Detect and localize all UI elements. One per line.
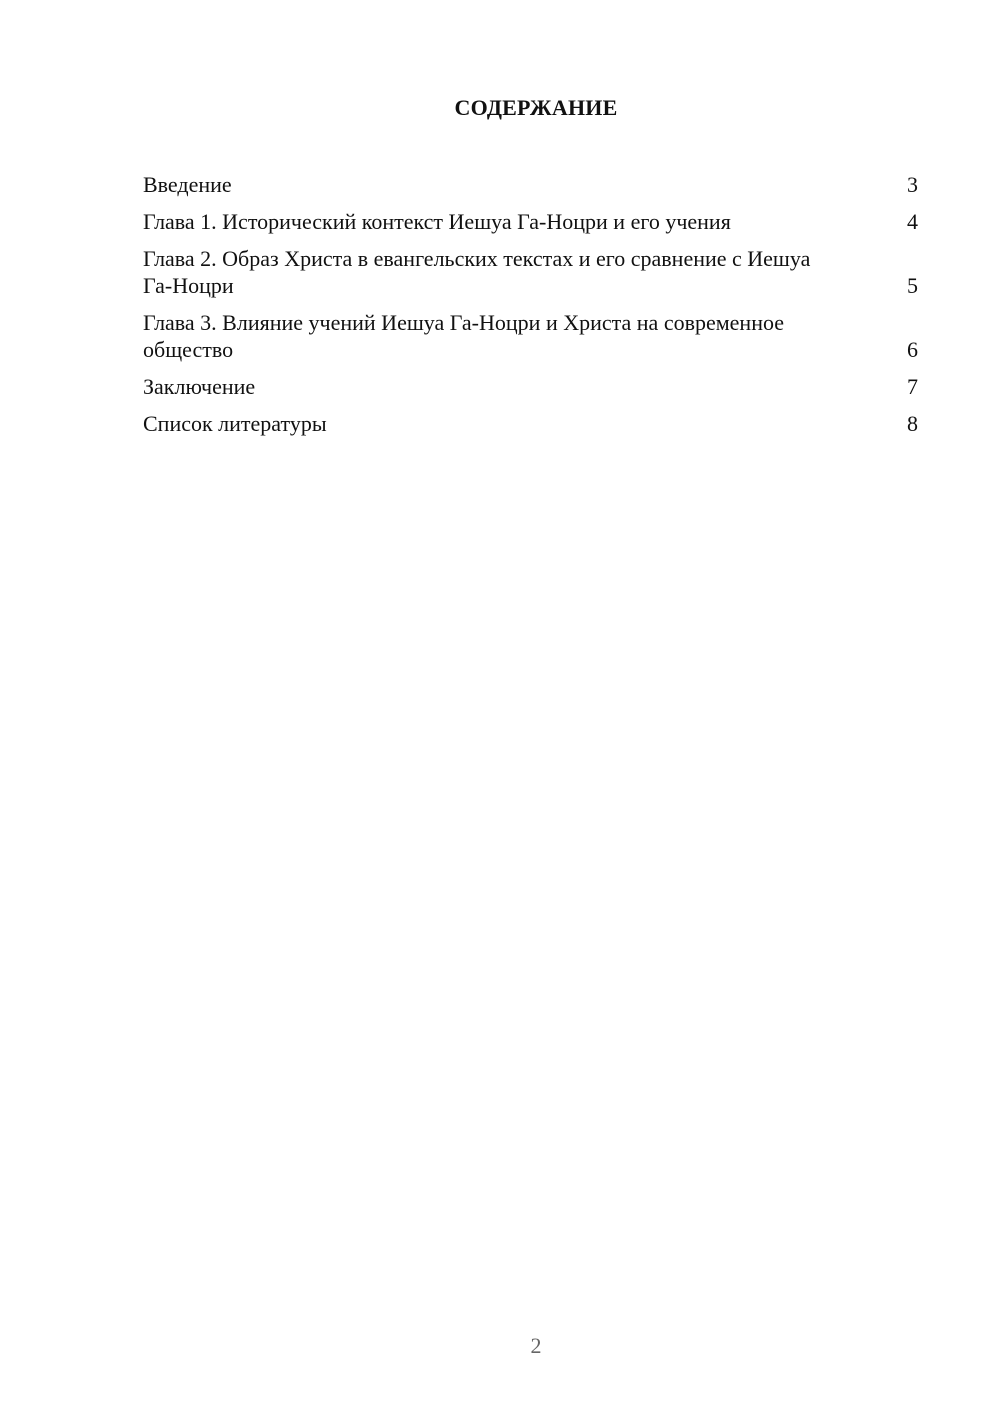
toc-entry-page: 4 [907, 209, 918, 234]
table-of-contents [143, 171, 918, 447]
toc-entry-page: 8 [907, 411, 918, 436]
toc-entry-page: 3 [907, 172, 918, 197]
toc-entry-text: Глава 1. Исторический контекст Иешуа Га-Ноцри и его учения [143, 209, 731, 234]
toc-entry-page: 6 [907, 337, 918, 362]
page-number: 2 [530, 1333, 542, 1358]
toc-entry-introduction [143, 171, 918, 198]
toc-entry-text: Глава 2. Образ Христа в евангельских текстах и его сравнение с Иешуа Га-Ноцри [143, 246, 811, 298]
toc-entry-chapter-3 [143, 309, 918, 363]
toc-entry-text: Глава 3. Влияние учений Иешуа Га-Ноцри и Христа на современное общество [143, 310, 785, 362]
toc-entry-chapter-1 [143, 208, 918, 235]
toc-entry-conclusion [143, 373, 918, 400]
toc-entry-page: 7 [907, 374, 918, 399]
toc-entry-bibliography [143, 410, 918, 437]
toc-entry-page: 5 [907, 273, 918, 298]
toc-title: СОДЕРЖАНИЕ [454, 95, 618, 120]
toc-entry-text: Заключение [143, 374, 256, 399]
toc-entry-chapter-2 [143, 245, 918, 299]
toc-entry-text: Введение [143, 172, 232, 197]
toc-entry-text: Список литературы [143, 411, 327, 436]
